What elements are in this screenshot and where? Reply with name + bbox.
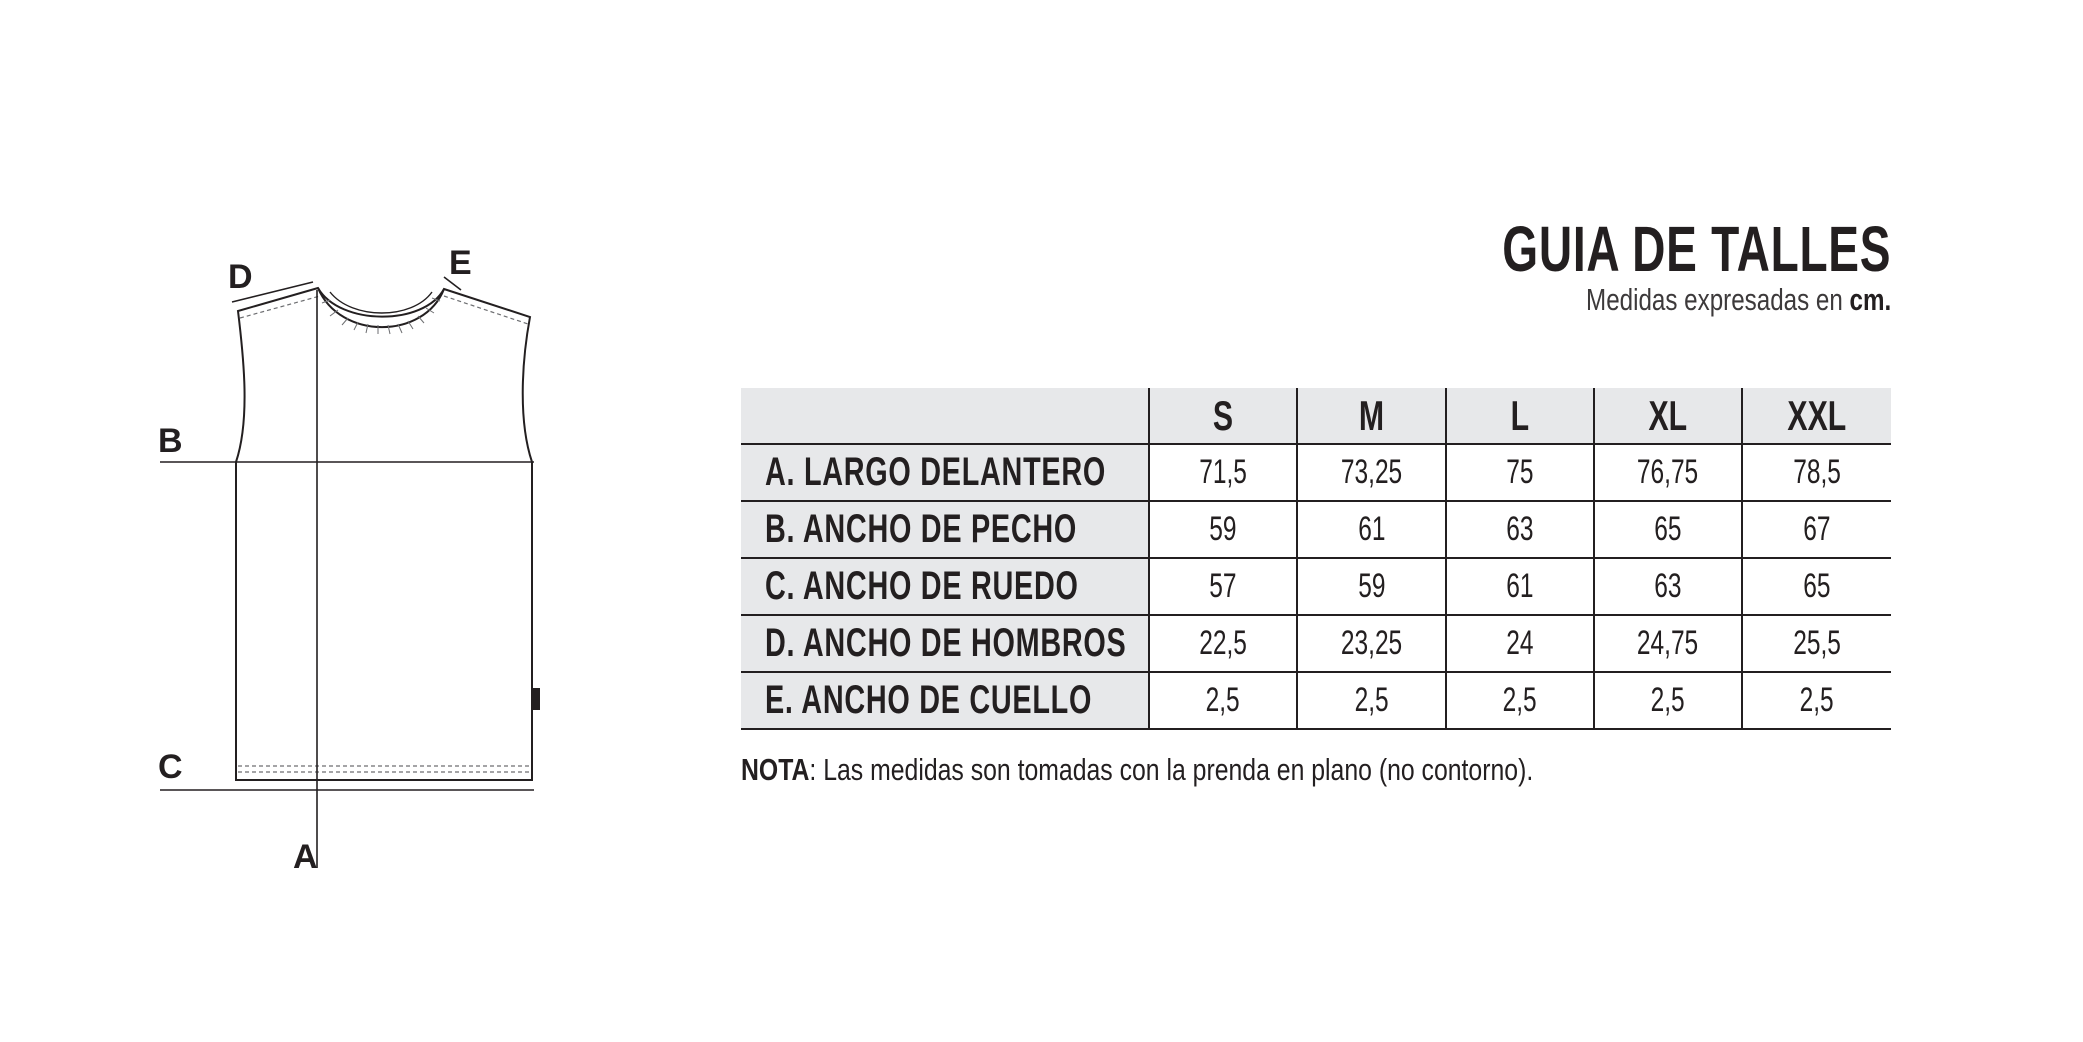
header-empty-cell xyxy=(741,388,1149,444)
header-size-xl xyxy=(1594,388,1742,444)
measure-label-c: C xyxy=(158,748,183,786)
page-title: GUIA DE TALLES xyxy=(1502,213,1891,285)
subtitle-text: Medidas expresadas en xyxy=(1585,282,1850,317)
row-label: B. ANCHO DE PECHO xyxy=(765,507,1077,551)
cell-value: 73,25 xyxy=(1340,453,1403,491)
measure-label-e: E xyxy=(449,244,472,282)
cell-value: 24 xyxy=(1506,624,1534,662)
row-label: A. LARGO DELANTERO xyxy=(765,450,1106,494)
cell-value: 61 xyxy=(1506,567,1534,605)
row-label-cell xyxy=(741,615,1149,672)
measure-label-b: B xyxy=(158,422,183,460)
size-label: L xyxy=(1510,391,1530,439)
garment-diagram xyxy=(0,0,700,1042)
table-cell xyxy=(1446,444,1594,501)
header-size-l xyxy=(1446,388,1594,444)
row-label: E. ANCHO DE CUELLO xyxy=(765,678,1093,722)
table-cell xyxy=(1446,501,1594,558)
table-cell xyxy=(1297,444,1446,501)
cell-value: 71,5 xyxy=(1199,453,1247,491)
table-cell xyxy=(1594,615,1742,672)
table-cell xyxy=(1297,615,1446,672)
cell-value: 2,5 xyxy=(1205,681,1241,719)
row-label: D. ANCHO DE HOMBROS xyxy=(765,621,1127,665)
table-cell xyxy=(1297,558,1446,615)
row-label-cell xyxy=(741,444,1149,501)
table-cell xyxy=(1446,615,1594,672)
table-cell xyxy=(1742,558,1891,615)
note-label: NOTA xyxy=(741,752,810,787)
table-cell xyxy=(1297,672,1446,729)
cell-value: 65 xyxy=(1803,567,1831,605)
row-label-cell xyxy=(741,501,1149,558)
header-size-m xyxy=(1297,388,1446,444)
cell-value: 23,25 xyxy=(1340,624,1403,662)
table-cell xyxy=(1446,558,1594,615)
measure-label-a: A xyxy=(293,838,318,876)
table-header-row xyxy=(741,388,1891,444)
measurement-note xyxy=(741,752,1533,788)
subtitle-unit: cm. xyxy=(1849,282,1891,317)
cell-value: 2,5 xyxy=(1650,681,1686,719)
table-row xyxy=(741,501,1891,558)
cell-value: 2,5 xyxy=(1799,681,1835,719)
page-subtitle xyxy=(1586,282,1891,318)
table-cell xyxy=(1742,672,1891,729)
cell-value: 75 xyxy=(1506,453,1534,491)
cell-value: 57 xyxy=(1209,567,1237,605)
measure-label-d: D xyxy=(228,258,253,296)
size-label: S xyxy=(1212,391,1234,439)
cell-value: 65 xyxy=(1654,510,1682,548)
table-cell xyxy=(1594,558,1742,615)
cell-value: 63 xyxy=(1506,510,1534,548)
table-row xyxy=(741,558,1891,615)
table-cell xyxy=(1742,615,1891,672)
cell-value: 2,5 xyxy=(1502,681,1538,719)
row-label: C. ANCHO DE RUEDO xyxy=(765,564,1079,608)
table-cell xyxy=(1297,501,1446,558)
row-label-cell xyxy=(741,672,1149,729)
shoulder-stitch-right xyxy=(444,296,528,324)
cell-value: 67 xyxy=(1803,510,1831,548)
table-cell xyxy=(1446,672,1594,729)
size-label: XL xyxy=(1648,391,1688,439)
cell-value: 76,75 xyxy=(1637,453,1699,491)
cell-value: 59 xyxy=(1357,567,1386,605)
table-cell xyxy=(1742,444,1891,501)
cell-value: 2,5 xyxy=(1354,681,1389,719)
size-chart-table xyxy=(741,388,1891,730)
table-row xyxy=(741,615,1891,672)
cell-value: 61 xyxy=(1357,510,1386,548)
row-label-cell xyxy=(741,558,1149,615)
cell-value: 63 xyxy=(1654,567,1682,605)
cell-value: 78,5 xyxy=(1793,453,1841,491)
side-tag xyxy=(533,688,540,710)
header-size-xxl xyxy=(1742,388,1891,444)
size-label: M xyxy=(1358,391,1385,439)
table-row xyxy=(741,672,1891,729)
header-size-s xyxy=(1149,388,1297,444)
shirt-outline xyxy=(236,288,532,780)
note-text: : Las medidas son tomadas con la prenda en plano (no contorno). xyxy=(809,752,1534,787)
table-cell xyxy=(1594,444,1742,501)
cell-value: 25,5 xyxy=(1793,624,1841,662)
table-cell xyxy=(1742,501,1891,558)
table-cell xyxy=(1594,672,1742,729)
sleeveless-shirt-drawing xyxy=(0,0,700,1042)
cell-value: 59 xyxy=(1209,510,1237,548)
cell-value: 22,5 xyxy=(1199,624,1247,662)
table-cell xyxy=(1594,501,1742,558)
table-row xyxy=(741,444,1891,501)
cell-value: 24,75 xyxy=(1637,624,1699,662)
size-label: XXL xyxy=(1787,391,1847,439)
